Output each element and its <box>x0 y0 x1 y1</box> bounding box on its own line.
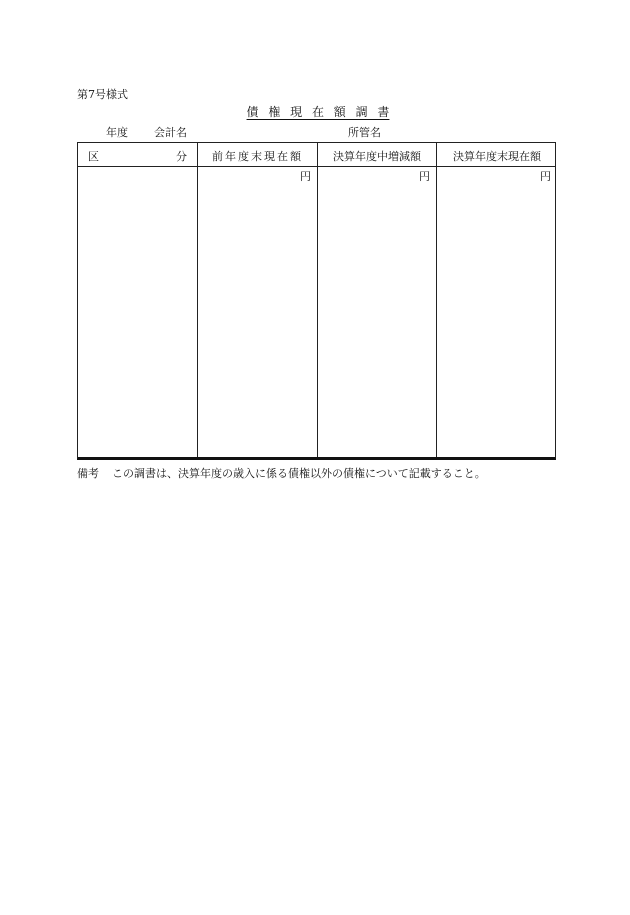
office-name-label: 所管名 <box>348 126 381 139</box>
remarks <box>77 465 486 481</box>
column-header-prior-year-end: 前年度末現在額 <box>212 150 303 163</box>
column-year-end <box>437 143 557 457</box>
unit-yen: 円 <box>300 170 311 183</box>
document-title-text: 債 権 現 在 額 調 書 <box>246 105 390 119</box>
column-header-year-end: 決算年度末現在額 <box>453 150 541 163</box>
document-title <box>0 103 630 120</box>
category-label-right: 分 <box>176 150 187 163</box>
column-category <box>78 143 198 457</box>
ledger-table <box>77 142 556 460</box>
column-year-change <box>318 143 437 457</box>
column-header-category <box>78 148 197 164</box>
remarks-label: 備考 <box>77 467 99 480</box>
column-prior-year-end <box>198 143 318 457</box>
remarks-text: この調書は、決算年度の歳入に係る債権以外の債権について記載すること。 <box>112 467 486 480</box>
form-number: 第7号様式 <box>77 88 128 101</box>
unit-yen: 円 <box>419 170 430 183</box>
account-name-label: 会計名 <box>154 126 187 139</box>
column-header-year-change: 決算年度中増減額 <box>333 150 421 163</box>
category-label-left: 区 <box>88 150 99 163</box>
fiscal-year-label: 年度 <box>106 126 128 139</box>
unit-yen: 円 <box>540 170 551 183</box>
